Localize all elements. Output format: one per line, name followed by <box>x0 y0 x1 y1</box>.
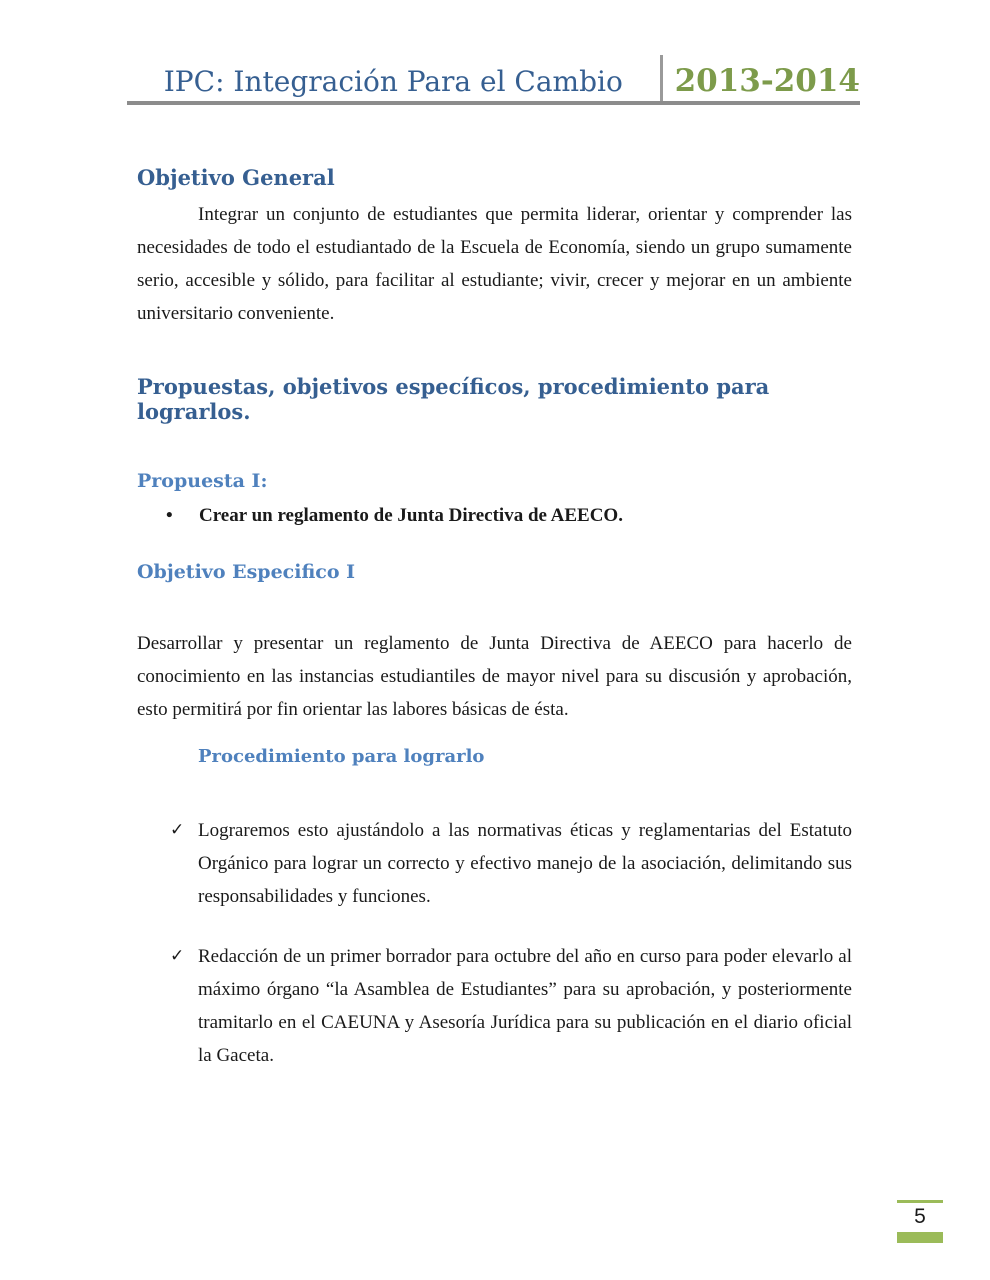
checkmark-icon: ✓ <box>170 820 185 840</box>
checkmark-icon: ✓ <box>170 946 185 966</box>
page-footer <box>897 1200 943 1243</box>
bullet-text: Crear un reglamento de Junta Directiva de AEECO. <box>199 505 623 526</box>
check-item-text: Lograremos esto ajustándolo a las normativas éticas y reglamentarias del Estatuto Orgánico para lograr un correcto y efectivo manejo de la asociación, delimitando sus responsabilidades y funciones. <box>198 820 852 907</box>
page-header <box>127 55 860 105</box>
header-title: IPC: Integración Para el Cambio <box>163 65 623 98</box>
page-number: 5 <box>914 1205 926 1228</box>
bullet-icon: • <box>166 505 173 526</box>
check-list-item <box>170 940 852 1072</box>
document-body <box>0 165 990 1072</box>
heading-propuesta-1: Propuesta I: <box>137 470 268 492</box>
check-list-item <box>170 814 852 913</box>
paragraph-objetivo-especifico: Desarrollar y presentar un reglamento de Junta Directiva de AEECO para hacerlo de conocimiento en las instancias estudiantiles de mayor nivel para su discusión y aprobación, esto permitirá por fin orientar las labores básicas de ésta. <box>137 633 852 720</box>
header-year: 2013-2014 <box>674 63 860 99</box>
footer-green-bar <box>897 1232 943 1243</box>
heading-procedimiento: Procedimiento para lograrlo <box>198 746 485 767</box>
check-item-text: Redacción de un primer borrador para octubre del año en curso para poder elevarlo al máximo órgano “la Asamblea de Estudiantes” para su aprobación, y posteriormente tramitarlo en el CAEUNA y Asesoría Jurídica para su publicación en el diario oficial la Gaceta. <box>198 946 852 1066</box>
paragraph-objetivo-general: Integrar un conjunto de estudiantes que permita liderar, orientar y comprender las necesidades de todo el estudiantado de la Escuela de Economía, siendo un grupo sumamente serio, accesible y sólido, para facilitar al estudiante; vivir, crecer y mejorar en un ambiente universitario conveniente. <box>137 204 852 324</box>
heading-propuestas: Propuestas, objetivos específicos, procedimiento para lograrlos. <box>137 374 770 424</box>
heading-objetivo-general: Objetivo General <box>137 165 335 190</box>
bullet-list-item <box>163 501 852 531</box>
heading-objetivo-especifico: Objetivo Especifico I <box>137 561 356 583</box>
